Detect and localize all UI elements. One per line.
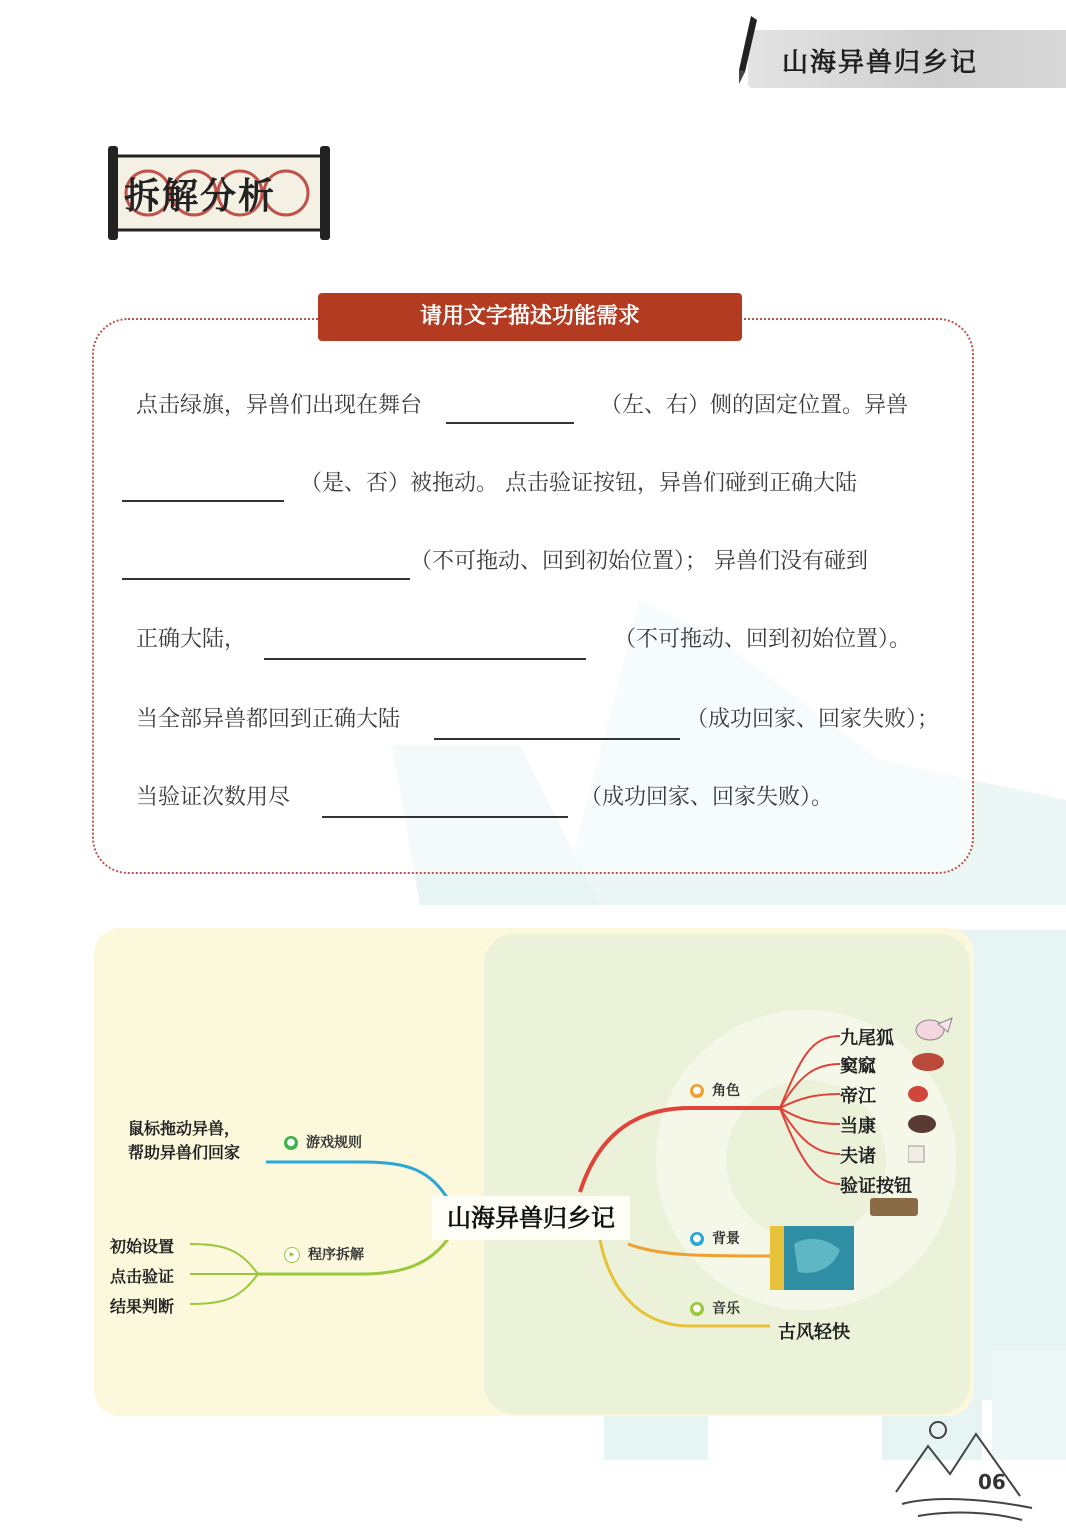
role-thumbnails [908, 1014, 956, 1194]
req-line3-after: （不可拖动、回到初始位置）； 异兽们没有碰到 [410, 549, 868, 574]
branch-roles: ● 角色 [690, 1080, 740, 1100]
requirements-heading: 请用文字描述功能需求 [318, 293, 742, 341]
branch-game-rules: ● 游戏规则 [284, 1132, 362, 1152]
program-item-3: 结果判断 [110, 1297, 175, 1316]
beast-icon-3 [908, 1115, 936, 1133]
role-item-6: 验证按钮 [840, 1176, 912, 1197]
background-thumbnail [770, 1226, 854, 1290]
mindmap-center: 山海异兽归乡记 [432, 1196, 630, 1240]
req-line1-before: 点击绿旗，异兽们出现在舞台 [136, 393, 423, 418]
person-icon: ● [690, 1084, 704, 1098]
req-line1-after: （左、右）侧的固定位置。异兽 [600, 393, 909, 418]
header-title: 山海异兽归乡记 [782, 48, 979, 78]
role-item-3: 帝江 [840, 1086, 876, 1107]
page-number: 06 [978, 1470, 1006, 1494]
program-item-1: 初始设置 [110, 1237, 175, 1256]
verify-button-icon[interactable] [870, 1198, 918, 1216]
req-line4-after: （不可拖动、回到初始位置）。 [614, 627, 912, 652]
req-line2-after: （是、否）被拖动。 点击验证按钮，异兽们碰到正确大陆 [300, 471, 857, 496]
branch-background: ● 背景 [690, 1228, 740, 1248]
role-item-2: 窫窳 [840, 1056, 876, 1077]
person-icon: ● [690, 1302, 704, 1316]
game-rules-detail-1: 鼠标拖动异兽， [128, 1119, 241, 1138]
beast-icon-2 [908, 1086, 928, 1102]
branch-music: ● 音乐 [690, 1298, 740, 1318]
person-icon: ● [690, 1232, 704, 1246]
req-line6-before: 当验证次数用尽 [136, 785, 291, 810]
mountain-icon [892, 1418, 1042, 1530]
role-item-1: 九尾狐 [840, 1028, 894, 1049]
game-rules-detail-2: 帮助异兽们回家 [128, 1143, 241, 1162]
req-line6-after: （成功回家、回家失败）。 [580, 785, 834, 810]
music-detail: 古风轻快 [778, 1322, 850, 1343]
program-item-2: 点击验证 [110, 1267, 175, 1286]
req-line5-after: （成功回家、回家失败）； [686, 707, 940, 732]
branch-program: ▸ 程序拆解 [284, 1244, 364, 1264]
play-icon: ▸ [284, 1247, 300, 1263]
chat-icon: ● [284, 1136, 298, 1150]
deer-icon [908, 1146, 924, 1162]
section-title: 拆解分析 [124, 175, 277, 217]
role-item-4: 当康 [840, 1116, 876, 1137]
beast-icon-1 [912, 1053, 944, 1071]
fox-icon [916, 1018, 952, 1040]
req-line4-before: 正确大陆， [136, 627, 247, 652]
role-item-5: 夫诸 [840, 1146, 876, 1167]
req-line5-before: 当全部异兽都回到正确大陆 [136, 707, 401, 732]
